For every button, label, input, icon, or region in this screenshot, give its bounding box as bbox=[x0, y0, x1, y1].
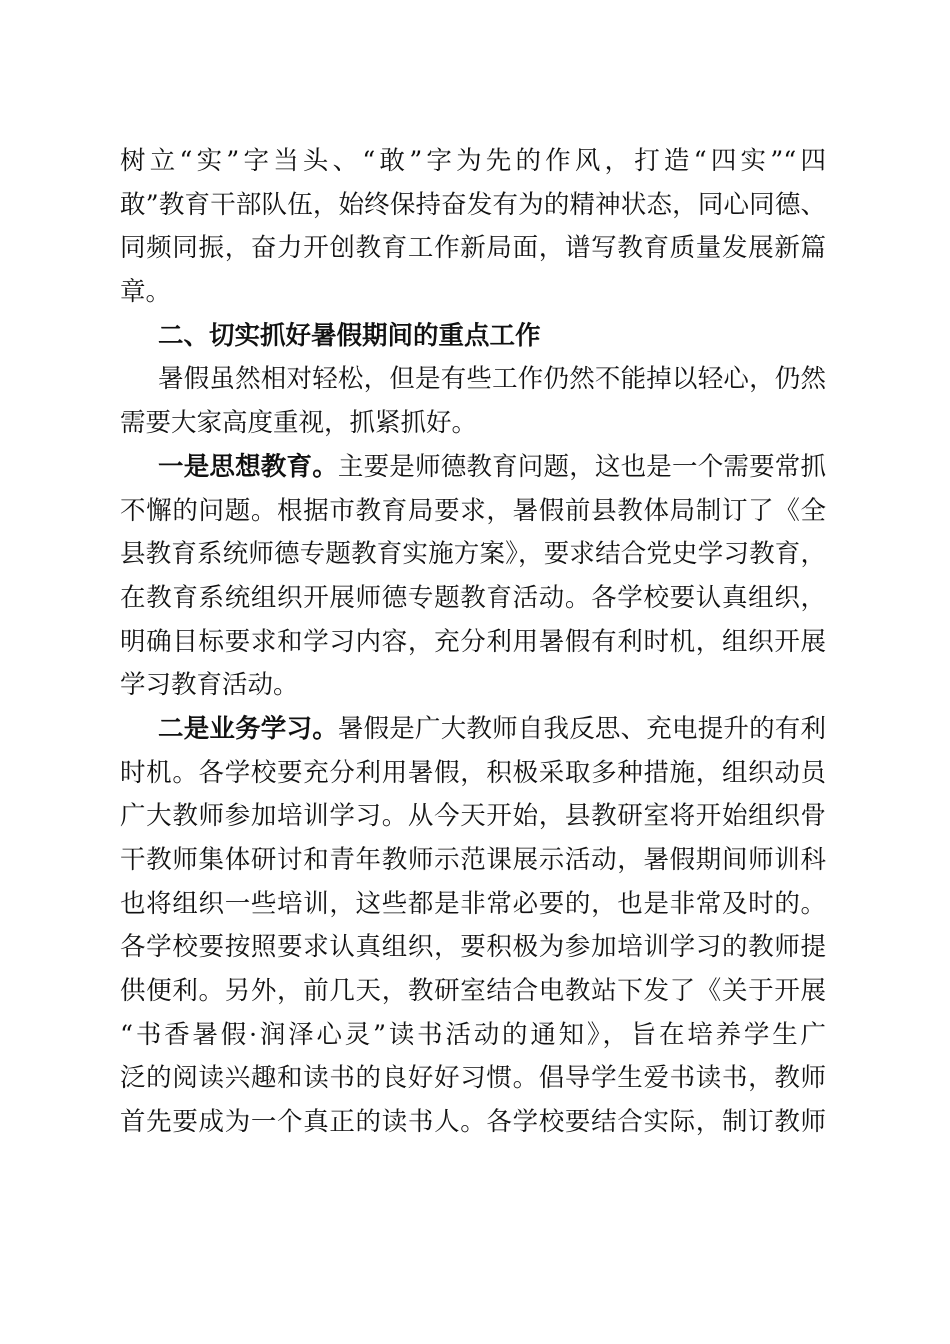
paragraph-1-line: 章。 bbox=[120, 277, 172, 308]
paragraph-4-line: 各学校要按照要求认真组织，要积极为参加培训学习的教师提 bbox=[120, 932, 826, 963]
paragraph-4-line: 广大教师参加培训学习。从今天开始，县教研室将开始组织骨 bbox=[120, 801, 826, 832]
paragraph-4-line: “书香暑假·润泽心灵”读书活动的通知》，旨在培养学生广 bbox=[120, 1019, 826, 1050]
paragraph-3-line: 县教育系统师德专题教育实施方案》，要求结合党史学习教育， bbox=[120, 539, 826, 570]
paragraph-4-line: 干教师集体研讨和青年教师示范课展示活动，暑假期间师训科 bbox=[120, 845, 826, 875]
paragraph-4-line: 泛的阅读兴趣和读书的良好好习惯。倡导学生爱书读书，教师 bbox=[120, 1063, 826, 1094]
paragraph-3-line: 不懈的问题。根据市教育局要求，暑假前县教体局制订了《全 bbox=[120, 495, 826, 526]
paragraph-4-lead: 二是业务学习。 bbox=[158, 713, 338, 744]
paragraph-4-line: 供便利。另外，前几天，教研室结合电教站下发了《关于开展 bbox=[120, 976, 826, 1007]
paragraph-4-first-line bbox=[120, 708, 826, 752]
paragraph-3-line: 学习教育活动。 bbox=[120, 670, 299, 701]
paragraph-3-lead: 一是思想教育。 bbox=[158, 451, 338, 482]
paragraph-4-line: 也将组织一些培训，这些都是非常必要的，也是非常及时的。 bbox=[120, 888, 826, 919]
paragraph-3-first-line bbox=[120, 446, 826, 490]
paragraph-2-line: 暑假虽然相对轻松，但是有些工作仍然不能掉以轻心，仍然 bbox=[158, 364, 826, 395]
paragraph-1-line: 敢”教育干部队伍，始终保持奋发有为的精神状态，同心同德、 bbox=[120, 189, 826, 220]
paragraph-3-line: 在教育系统组织开展师德专题教育活动。各学校要认真组织， bbox=[120, 582, 826, 613]
section-heading: 二、切实抓好暑假期间的重点工作 bbox=[158, 320, 541, 351]
paragraph-3-line: 明确目标要求和学习内容，充分利用暑假有利时机，组织开展 bbox=[120, 626, 826, 657]
paragraph-1-line: 同频同振，奋力开创教育工作新局面，谱写教育质量发展新篇 bbox=[120, 233, 826, 264]
paragraph-4-line: 时机。各学校要充分利用暑假，积极采取多种措施，组织动员 bbox=[120, 757, 826, 788]
paragraph-1-line: 树立“实”字当头、“敢”字为先的作风，打造“四实”“四 bbox=[120, 146, 826, 176]
paragraph-2-line: 需要大家高度重视，抓紧抓好。 bbox=[120, 408, 478, 439]
paragraph-4-line: 首先要成为一个真正的读书人。各学校要结合实际，制订教师 bbox=[120, 1107, 826, 1138]
document-body bbox=[120, 140, 826, 1145]
paragraph-3-first-rest: 主要是师德教育问题，这也是一个需要常抓 bbox=[337, 451, 826, 482]
paragraph-4-first-rest: 暑假是广大教师自我反思、充电提升的有利 bbox=[337, 713, 826, 744]
